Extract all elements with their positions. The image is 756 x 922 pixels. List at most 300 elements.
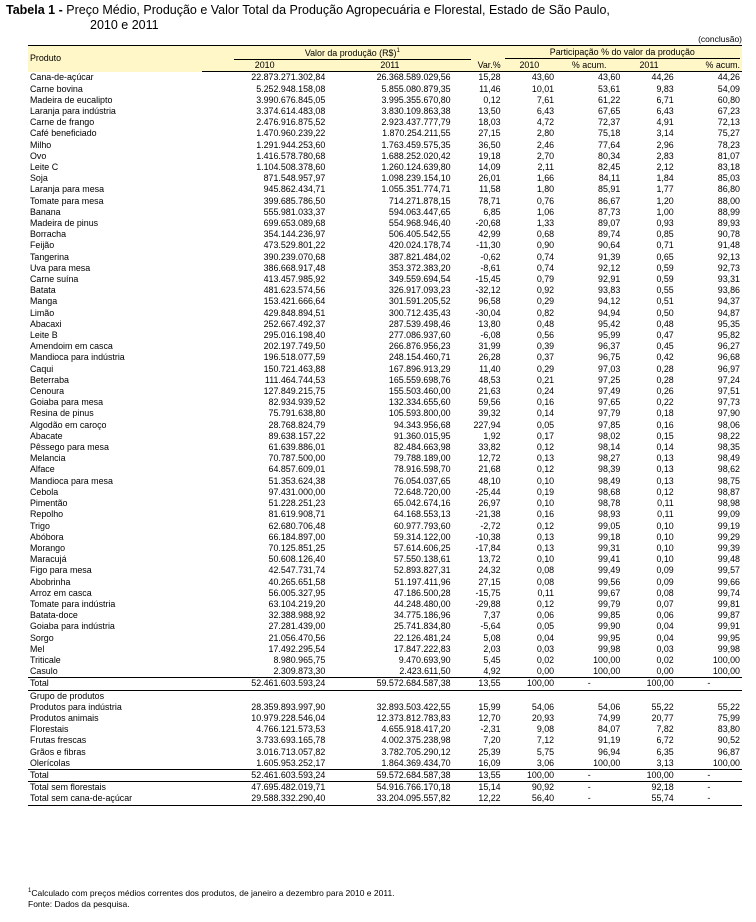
cell-value: 98,62 (717, 464, 740, 475)
cell-value: 94,87 (717, 307, 740, 318)
cell-value: 99,98 (717, 643, 740, 654)
cell-value: 48,53 (478, 374, 501, 385)
cell-value: 100,00 (503, 678, 556, 690)
cell-value: 33.204.095.557,82 (327, 793, 452, 805)
table-row (28, 565, 742, 576)
cell-value: 0,65 (656, 251, 674, 262)
cell-value: 429.848.894,51 (263, 307, 326, 318)
cell-value: 28.359.893.997,90 (251, 701, 326, 712)
footnote-source: Fonte: Dados da pesquisa. (28, 898, 130, 909)
cell-value: 44,26 (717, 72, 740, 83)
cell-value: 1.763.459.575,35 (381, 139, 451, 150)
cell-value: 420.024.178,74 (388, 240, 451, 251)
cell-value: 11,46 (479, 83, 501, 94)
cell-product: Abobrinha (30, 576, 71, 587)
cell-product: Mandioca para mesa (30, 475, 113, 486)
cell-value: 70.125.851,25 (268, 542, 326, 553)
cell-value: 100,00 (593, 654, 621, 665)
cell-product: Frutas frescas (30, 735, 87, 746)
cell-product: Borracha (30, 229, 67, 240)
cell-value: 42,99 (478, 229, 501, 240)
cell-value: 0,16 (536, 397, 555, 408)
cell-value: 48,10 (478, 475, 501, 486)
cell-value: 51.353.624,38 (268, 475, 326, 486)
cell-value: 0,13 (536, 531, 555, 542)
cell-value: 100,00 (593, 666, 621, 677)
cell-value: 167.896.913,29 (388, 363, 451, 374)
cell-value: 66.184.897,00 (268, 531, 326, 542)
cell-value: 20,93 (531, 712, 555, 723)
cell-product: Ovo (30, 150, 47, 161)
cell-value: 59.572.684.587,38 (327, 678, 452, 690)
cell-value: 0,04 (656, 621, 674, 632)
cell-value: 75,99 (717, 712, 740, 723)
cell-value: 2,83 (656, 150, 674, 161)
header-2010: 2010 (202, 60, 327, 72)
cell-product: Grãos e fibras (30, 746, 86, 757)
cell-value: 93,86 (717, 285, 740, 296)
cell-value: 7,82 (656, 724, 674, 735)
cell-value: 78,71 (478, 195, 501, 206)
cell-value: 0,13 (656, 475, 674, 486)
cell-value: 53,61 (598, 83, 621, 94)
cell-value: 91,48 (717, 240, 740, 251)
cell-value: 1.416.578.780,68 (256, 150, 326, 161)
cell-product: Trigo (30, 520, 50, 531)
table-row (28, 408, 742, 419)
cell-value: 326.917.093,23 (388, 285, 451, 296)
cell-value: -11,30 (476, 240, 501, 251)
cell-value: 5,45 (483, 654, 501, 665)
cell-value: 0,79 (536, 274, 555, 285)
cell-value: 25.741.834,80 (393, 621, 451, 632)
cell-product: Soja (30, 173, 48, 184)
cell-value: 98,39 (598, 464, 621, 475)
table-row (28, 263, 742, 274)
cell-value: 8.980.965,75 (273, 654, 326, 665)
cell-value: 96,87 (717, 746, 740, 757)
cell-value: 92,73 (717, 262, 740, 273)
cell-product: Abóbora (30, 531, 64, 542)
cell-value: 0,28 (656, 374, 674, 385)
cell-product: Produtos para indústria (30, 701, 122, 712)
cell-value: 0,12 (536, 520, 555, 531)
cell-value: 33,82 (478, 442, 501, 453)
cell-value: 15,28 (478, 72, 501, 83)
cell-value: 99,49 (598, 565, 621, 576)
cell-value: 349.559.694,54 (388, 274, 451, 285)
cell-value: 90,52 (717, 735, 740, 746)
cell-value: 4.766.121.573,53 (256, 724, 326, 735)
table-row (28, 655, 742, 666)
cell-value: 99,18 (598, 531, 621, 542)
cell-value: 61.639.886,01 (268, 442, 326, 453)
cell-value: 98,22 (717, 430, 740, 441)
cell-value: 85,03 (717, 173, 740, 184)
cell-value: 99,95 (717, 632, 740, 643)
cell-value: 86,80 (717, 184, 740, 195)
cell-value: 594.063.447,65 (388, 206, 451, 217)
cell-value: 89.638.157,22 (268, 430, 326, 441)
cell-value: 72,13 (717, 117, 740, 128)
cell-value: 0,16 (656, 419, 674, 430)
table-row (28, 252, 742, 263)
cell-value: 227,94 (473, 419, 501, 430)
cell-value: 51.197.411,96 (394, 576, 451, 587)
cell-product: Resina de pinus (30, 408, 94, 419)
cell-value: 2.476.916.875,52 (256, 117, 326, 128)
cell-value: 0,50 (656, 307, 674, 318)
cell-value: 0,12 (483, 94, 501, 105)
group-row (28, 747, 742, 758)
cell-value: -2,31 (480, 724, 501, 735)
cell-value: - (556, 769, 622, 781)
table-row (28, 644, 742, 655)
cell-value: - (556, 793, 622, 805)
summary-row (28, 782, 742, 794)
cell-value: 98,49 (717, 453, 740, 464)
cell-value: 0,82 (536, 307, 555, 318)
cell-value: 5,75 (536, 746, 555, 757)
cell-value: 26,97 (478, 498, 501, 509)
table-row (28, 420, 742, 431)
cell-value: 13,55 (453, 769, 503, 781)
cell-value: 26.368.589.029,56 (376, 72, 451, 83)
cell-value: 353.372.383,20 (388, 262, 451, 273)
cell-value: 0,03 (656, 643, 674, 654)
cell-value: 0,26 (656, 386, 674, 397)
cell-value: 55,74 (622, 793, 675, 805)
cell-value: 1,77 (656, 184, 674, 195)
cell-value: 1.104.508.378,60 (256, 162, 326, 172)
cell-value: 555.981.033,37 (263, 206, 326, 217)
cell-value: 4.002.375.238,98 (381, 735, 451, 746)
cell-product: Tomate para mesa (30, 195, 104, 206)
header-var: Var.% (453, 60, 503, 72)
table-row (28, 364, 742, 375)
cell-value: 54,06 (598, 701, 621, 712)
cell-value: 0,14 (656, 442, 674, 453)
cell-value: 1,84 (656, 173, 674, 184)
cell-value: 0,90 (536, 240, 555, 251)
cell-value: 99,31 (598, 542, 621, 553)
cell-value: 21.056.470,56 (268, 632, 326, 643)
table-row (28, 229, 742, 240)
cell-value: 90,78 (717, 229, 740, 240)
cell-value: 94,12 (598, 296, 621, 307)
table-row (28, 296, 742, 307)
cell-value: 57.550.138,61 (393, 554, 451, 565)
cell-value: 99,66 (717, 576, 740, 587)
cell-value: 473.529.801,22 (263, 240, 326, 251)
cell-value: 1.291.944.253,60 (256, 139, 326, 150)
cell-value: 4.655.918.417,20 (381, 724, 451, 735)
table-row (28, 95, 742, 106)
cell-value: 2.923.437.777,79 (381, 117, 451, 128)
cell-value: 6,43 (656, 105, 674, 116)
cell-value: 100,00 (593, 757, 621, 768)
cell-value: 100,00 (712, 757, 740, 768)
cell-value: 3.016.713.057,82 (256, 746, 326, 757)
cell-value: 7,12 (536, 735, 555, 746)
cell-value: 75,18 (598, 128, 621, 139)
cell-value: 98,49 (598, 475, 621, 486)
cell-value: 42.547.731,74 (268, 565, 326, 576)
cell-value: 1,80 (536, 184, 555, 195)
cell-product: Abacaxi (30, 318, 62, 329)
cell-value: 2,70 (536, 150, 555, 161)
cell-value: 51.228.251,23 (268, 498, 326, 509)
footnote-1: $^1$Calculado com preços médios correntes dos produtos, de janeiro a dezembro para 2010 e 2011. (28, 887, 395, 898)
table-title-years: 2010 e 2011 (90, 18, 159, 32)
cell-value: 155.503.460,00 (388, 386, 451, 397)
cell-product: Feijão (30, 240, 55, 251)
cell-value: 82.484.663,98 (393, 442, 451, 453)
cell-value: 4,72 (536, 117, 555, 128)
cell-value: 97,65 (598, 397, 621, 408)
cell-value: 248.154.460,71 (388, 352, 451, 363)
cell-value: 78.916.598,70 (393, 464, 451, 475)
cell-value: 0,59 (656, 262, 674, 273)
table-row (28, 330, 742, 341)
cell-value: 98,14 (598, 442, 621, 453)
cell-value: 39,32 (478, 408, 501, 419)
cell-value: 0,59 (656, 274, 674, 285)
cell-value: 0,11 (657, 509, 674, 520)
cell-value: 165.559.698,76 (388, 374, 451, 385)
cell-value: 22.873.271.302,84 (251, 72, 326, 83)
cell-value: 99,41 (598, 554, 621, 565)
cell-product: Uva para mesa (30, 262, 91, 273)
cell-value: 86,67 (598, 195, 621, 206)
cell-value: 506.405.542,55 (388, 229, 451, 240)
cell-value: 13,50 (478, 105, 501, 116)
cell-value: 11,58 (479, 184, 501, 195)
cell-value: 89,93 (717, 218, 740, 229)
cell-value: 43,60 (598, 72, 621, 83)
cell-value: 79.788.189,00 (393, 453, 451, 464)
cell-value: -8,61 (480, 262, 501, 273)
cell-value: 0,11 (657, 498, 674, 509)
cell-value: 52.893.827,31 (393, 565, 451, 576)
cell-product: Amendoim em casca (30, 341, 113, 352)
table-title-text: Preço Médio, Produção e Valor Total da Produção Agropecuária e Florestal, Estado de São Paulo, (66, 3, 610, 17)
cell-value: 95,35 (717, 318, 740, 329)
cell-product: Arroz em casca (30, 587, 92, 598)
cell-value: 99,95 (598, 632, 621, 643)
cell-value: 99,87 (717, 610, 740, 621)
cell-product: Florestais (30, 724, 69, 735)
cell-value: 98,06 (717, 419, 740, 430)
cell-value: 97,90 (717, 408, 740, 419)
table-row (28, 666, 742, 678)
table-row (28, 599, 742, 610)
cell-value: 1.688.252.020,42 (381, 150, 451, 161)
cell-value: 9,83 (656, 83, 674, 94)
cell-value: -2,72 (480, 520, 501, 531)
cell-value: 40.265.651,58 (268, 576, 326, 587)
cell-value: 6,71 (656, 94, 674, 105)
cell-product: Leite B (30, 330, 58, 341)
cell-value: 111.464.744,53 (264, 374, 326, 385)
cell-value: 98,93 (598, 509, 621, 520)
cell-value: 92,18 (651, 782, 674, 793)
cell-product: Olerícolas (30, 757, 70, 768)
cell-product: Caqui (30, 363, 54, 374)
cell-value: -21,38 (475, 509, 501, 520)
cell-value: 74,99 (598, 712, 621, 723)
cell-value: 75,27 (717, 128, 740, 139)
cell-value: 0,47 (656, 330, 674, 341)
cell-value: 0,03 (536, 643, 555, 654)
cell-value: 96,97 (717, 363, 740, 374)
cell-value: 9.470.693,90 (398, 654, 451, 665)
cell-product: Limão (30, 307, 55, 318)
cell-product: Algodão em caroço (30, 419, 107, 430)
cell-value: 63.104.219,20 (268, 598, 326, 609)
cell-value: 1,66 (536, 173, 555, 184)
cell-value: -0,62 (480, 251, 501, 262)
table-row (28, 285, 742, 296)
cell-value: 93,83 (598, 285, 621, 296)
cell-value: 481.623.574,56 (263, 285, 326, 296)
cell-value: 87,73 (598, 206, 621, 217)
table-row (28, 453, 742, 464)
cell-value: 2.309.873,30 (273, 666, 326, 677)
cell-value: - (676, 793, 742, 805)
cell-value: 0,74 (536, 251, 555, 262)
cell-value: - (676, 678, 742, 690)
cell-value: 99,05 (598, 520, 621, 531)
summary-row (28, 769, 742, 781)
cell-value: 21,63 (478, 386, 501, 397)
cell-value: 2,80 (536, 128, 555, 139)
cell-product: Pimentão (30, 498, 68, 509)
cell-product: Carne bovina (30, 83, 83, 94)
header-produto: Produto (28, 46, 202, 72)
cell-value: 0,09 (656, 576, 674, 587)
cell-value: 32.388.988,92 (268, 610, 326, 621)
cell-value: 98,02 (598, 430, 621, 441)
cell-value: 18,03 (478, 117, 501, 128)
table-row (28, 532, 742, 543)
cell-value: 25,39 (478, 746, 501, 757)
header-participacao: Participação % do valor da produção (503, 46, 742, 61)
cell-value: 93,31 (717, 274, 740, 285)
cell-value: 14,09 (478, 162, 501, 172)
cell-value: 0,29 (536, 296, 555, 307)
cell-product: Mel (30, 643, 45, 654)
cell-value: 1.870.254.211,55 (382, 128, 451, 139)
cell-value: 5.855.080.879,35 (381, 83, 451, 94)
cell-value: 59.572.684.587,38 (327, 769, 452, 781)
table-row (28, 218, 742, 229)
cell-value: 47.186.500,28 (393, 587, 451, 598)
cell-value: 0,12 (536, 598, 555, 609)
cell-value: 0,08 (656, 587, 674, 598)
table-row (28, 375, 742, 386)
cell-value: 91.360.015,95 (393, 430, 451, 441)
cell-value: 99,09 (717, 509, 740, 520)
cell-value: 153.421.666,64 (263, 296, 326, 307)
cell-value: 84,11 (598, 173, 621, 184)
cell-value: 0,24 (536, 386, 555, 397)
cell-value: 29.588.332.290,40 (202, 793, 327, 805)
table-row (28, 341, 742, 352)
cell-value: 3.733.693.165,78 (256, 735, 326, 746)
cell-value: 52.461.603.593,24 (202, 678, 327, 690)
cell-value: 91,19 (598, 735, 621, 746)
cell-value: 13,72 (478, 554, 501, 565)
cell-value: 32.893.503.422,55 (376, 701, 451, 712)
cell-value: 12,70 (478, 712, 501, 723)
cell-value: 0,74 (536, 262, 555, 273)
table-row (28, 521, 742, 532)
cell-product: Melancia (30, 453, 66, 464)
table-row (28, 633, 742, 644)
cell-value: 99,39 (717, 542, 740, 553)
group-header-row (28, 690, 742, 702)
table-row (28, 207, 742, 218)
table-row (28, 173, 742, 184)
table-row (28, 84, 742, 95)
cell-product: Triticale (30, 654, 61, 665)
cell-value: 132.334.655,60 (388, 397, 451, 408)
table-row (28, 554, 742, 565)
cell-value: 100,00 (622, 678, 675, 690)
cell-value: -6,08 (480, 330, 501, 341)
cell-value: 99,79 (598, 598, 621, 609)
cell-value: 83,18 (717, 162, 740, 172)
cell-value: 0,10 (536, 475, 555, 486)
cell-value: 0,10 (656, 542, 674, 553)
cell-value: 31,99 (478, 341, 501, 352)
cell-product: Casulo (30, 666, 58, 677)
table-row (28, 442, 742, 453)
cell-value: 97,73 (717, 397, 740, 408)
cell-value: 0,13 (536, 542, 555, 553)
cell-value: 0,02 (656, 654, 674, 665)
cell-value: 36,50 (478, 139, 501, 150)
cell-product: Milho (30, 139, 52, 150)
cell-value: 100,00 (712, 654, 740, 665)
cell-value: 0,13 (656, 453, 674, 464)
cell-value: 196.518.077,59 (263, 352, 326, 363)
cell-product: Goiaba para mesa (30, 397, 104, 408)
table-row (28, 352, 742, 363)
header-p2011: 2011 (622, 60, 675, 72)
cell-value: 76.054.037,65 (393, 475, 451, 486)
cell-value: 0,05 (536, 621, 555, 632)
cell-value: 10.979.228.546,04 (251, 712, 326, 723)
cell-value: 0,10 (536, 554, 555, 565)
table-row (28, 184, 742, 195)
table-row (28, 588, 742, 599)
cell-value: 0,00 (656, 666, 674, 677)
group-row (28, 758, 742, 770)
cell-value: 0,02 (536, 654, 555, 665)
cell-value: 12.373.812.783,83 (376, 712, 451, 723)
cell-value: 99,98 (598, 643, 621, 654)
cell-value: 0,12 (536, 464, 555, 475)
cell-value: 56.005.327,95 (268, 587, 326, 598)
cell-value: 96,94 (598, 746, 621, 757)
cell-value: 0,22 (656, 397, 674, 408)
cell-product: Café beneficiado (30, 128, 97, 139)
cell-value: 99,56 (598, 576, 621, 587)
cell-value: 90,64 (598, 240, 621, 251)
cell-value: 95,82 (717, 330, 740, 341)
